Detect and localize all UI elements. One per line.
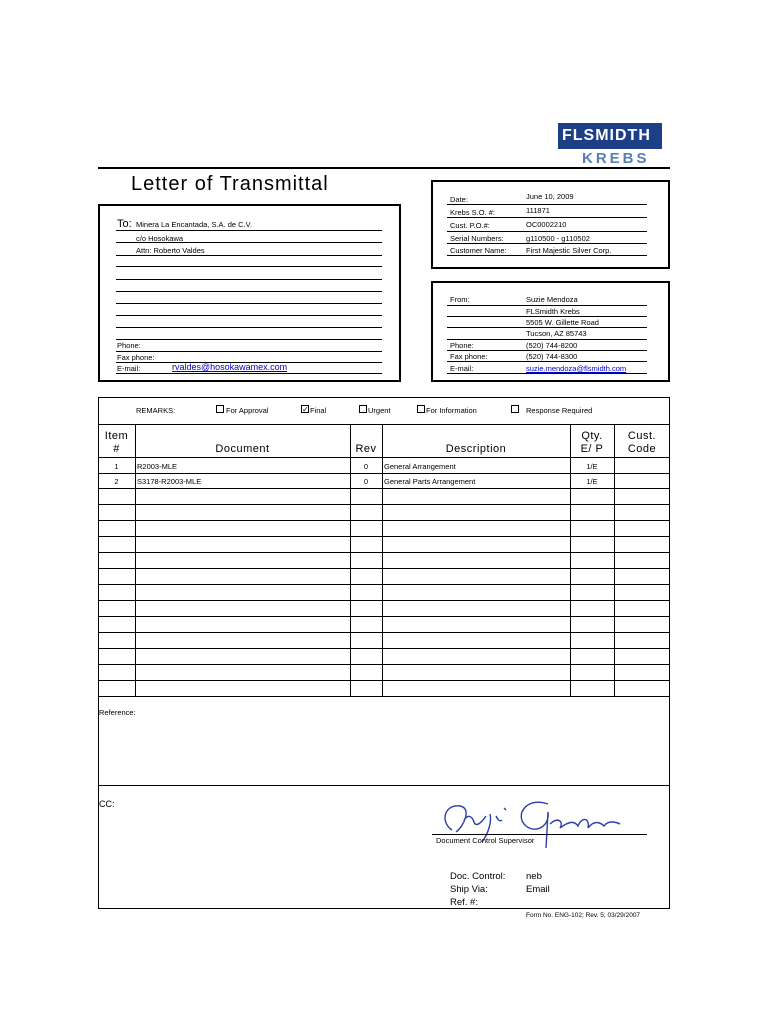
header-qty-1: Qty.	[581, 430, 603, 442]
from-email-label: E-mail:	[450, 364, 474, 373]
from-rule	[447, 350, 647, 351]
form-number: Form No. ENG-102; Rev. 5; 03/29/2007	[526, 912, 641, 919]
from-label: From:	[450, 295, 470, 304]
response-required-label: Response Required	[526, 406, 593, 415]
for-information-label: For Information	[426, 406, 477, 415]
from-rule	[447, 373, 647, 374]
header-qty-2: E/ P	[580, 443, 604, 455]
row-2-rev: 0	[363, 477, 369, 486]
for-approval-label: For Approval	[226, 406, 269, 415]
header-document: Document	[215, 443, 270, 455]
to-rule	[116, 373, 382, 374]
to-fax-label: Fax phone:	[117, 353, 155, 362]
serial-value: g110500 - g110502	[526, 234, 590, 243]
date-label: Date:	[450, 195, 468, 204]
table-row-rule	[98, 473, 670, 474]
from-rule	[447, 327, 647, 328]
urgent-checkbox[interactable]	[359, 405, 367, 413]
header-cust-1: Cust.	[627, 430, 657, 442]
table-row-rule	[98, 600, 670, 601]
to-rule	[116, 255, 382, 256]
to-rule	[116, 266, 382, 267]
row-2-qty: 1/E	[586, 477, 598, 486]
to-rule	[116, 303, 382, 304]
ref-label: Ref. #:	[450, 897, 478, 908]
for-approval-checkbox[interactable]	[216, 405, 224, 413]
ship-via-value: Email	[526, 884, 550, 895]
to-line-2: c/o Hosokawa	[136, 234, 184, 243]
from-line-3: 5505 W. Gillette Road	[526, 318, 599, 327]
customer-label: Customer Name:	[450, 246, 507, 255]
table-row-rule	[98, 457, 670, 458]
serial-label: Serial Numbers:	[450, 234, 504, 243]
from-rule	[447, 316, 647, 317]
remarks-label: REMARKS:	[136, 406, 176, 415]
header-item-2: #	[113, 443, 120, 455]
reference-label: Reference:	[99, 708, 136, 717]
doc-control-value: neb	[526, 871, 542, 882]
table-row-rule	[98, 664, 670, 665]
from-rule	[447, 339, 647, 340]
header-description: Description	[445, 443, 507, 455]
to-rule	[116, 242, 382, 243]
from-rule	[447, 305, 647, 306]
row-1-rev: 0	[363, 462, 369, 471]
row-2-document: S3178-R2003-MLE	[137, 477, 202, 486]
logo-top: FLSMIDTH	[558, 123, 662, 149]
logo-bottom: KREBS	[582, 150, 650, 167]
table-col-rule	[382, 424, 383, 696]
from-phone-value: (520) 744-8200	[526, 341, 578, 350]
from-rule	[447, 361, 647, 362]
signature-line	[432, 834, 647, 835]
to-email-label: E-mail:	[117, 364, 141, 373]
info-rule	[447, 243, 647, 244]
from-email-link[interactable]: suzie.mendoza@flsmidth.com	[526, 364, 627, 373]
from-fax-value: (520) 744-8300	[526, 352, 578, 361]
table-row-rule	[98, 568, 670, 569]
urgent-label: Urgent	[368, 406, 391, 415]
table-row-rule	[98, 536, 670, 537]
table-row-rule	[98, 584, 670, 585]
table-row-rule	[98, 680, 670, 681]
header-rev: Rev	[355, 443, 377, 455]
final-checkbox[interactable]: ✓	[302, 405, 309, 414]
table-row-rule	[98, 520, 670, 521]
customer-value: First Majestic Silver Corp.	[526, 246, 612, 255]
from-phone-label: Phone:	[450, 341, 474, 350]
info-rule	[447, 204, 647, 205]
table-row-rule	[98, 488, 670, 489]
signature-title: Document Control Supervisor	[436, 836, 535, 845]
from-line-4: Tucson, AZ 85743	[526, 329, 587, 338]
to-rule	[116, 230, 382, 231]
doc-control-label: Doc. Control:	[450, 871, 506, 882]
table-top-rule	[98, 424, 670, 425]
for-information-checkbox[interactable]	[417, 405, 425, 413]
po-label: Cust. P.O.#:	[450, 221, 490, 230]
final-label: Final	[310, 406, 327, 415]
row-1-description: General Arrangement	[384, 462, 456, 471]
page-title: Letter of Transmittal	[131, 173, 329, 195]
to-rule	[116, 315, 382, 316]
table-row-rule	[98, 552, 670, 553]
row-2-description: General Parts Arrangement	[384, 477, 476, 486]
to-phone-label: Phone:	[117, 341, 141, 350]
table-col-rule	[135, 424, 136, 696]
po-value: OC0002210	[526, 220, 567, 229]
from-fax-label: Fax phone:	[450, 352, 488, 361]
row-1-item: 1	[114, 462, 119, 471]
to-rule	[116, 279, 382, 280]
table-row-rule	[98, 504, 670, 505]
row-2-item: 2	[114, 477, 119, 486]
so-label: Krebs S.O. #:	[450, 208, 496, 217]
from-line-2: FLSmidth Krebs	[526, 307, 580, 316]
so-value: 111871	[526, 206, 550, 215]
header-item-1: Item	[104, 430, 129, 442]
date-value: June 10, 2009	[526, 192, 574, 201]
to-label: To:	[117, 218, 132, 230]
ship-via-label: Ship Via:	[450, 884, 488, 895]
info-rule	[447, 255, 647, 256]
to-email-link[interactable]: rvaldes@hosokawamex.com	[172, 362, 288, 372]
to-rule	[116, 291, 382, 292]
info-rule	[447, 231, 647, 232]
response-required-checkbox[interactable]	[511, 405, 519, 413]
to-rule	[116, 327, 382, 328]
to-rule	[116, 339, 382, 340]
row-1-qty: 1/E	[586, 462, 598, 471]
table-row-rule	[98, 632, 670, 633]
table-col-rule	[614, 424, 615, 696]
table-row-rule	[98, 648, 670, 649]
header-cust-2: Code	[627, 443, 657, 455]
to-line-3: Attn: Roberto Valdes	[136, 246, 205, 255]
row-1-document: R2003-MLE	[137, 462, 178, 471]
table-bottom-rule	[98, 696, 670, 697]
cc-label: CC:	[99, 799, 115, 809]
to-rule	[116, 351, 382, 352]
header-rule	[98, 167, 670, 169]
from-line-1: Suzie Mendoza	[526, 295, 578, 304]
table-row-rule	[98, 616, 670, 617]
to-line-1: Minera La Encantada, S.A. de C.V.	[136, 220, 253, 229]
company-logo	[558, 123, 662, 167]
info-rule	[447, 217, 647, 218]
